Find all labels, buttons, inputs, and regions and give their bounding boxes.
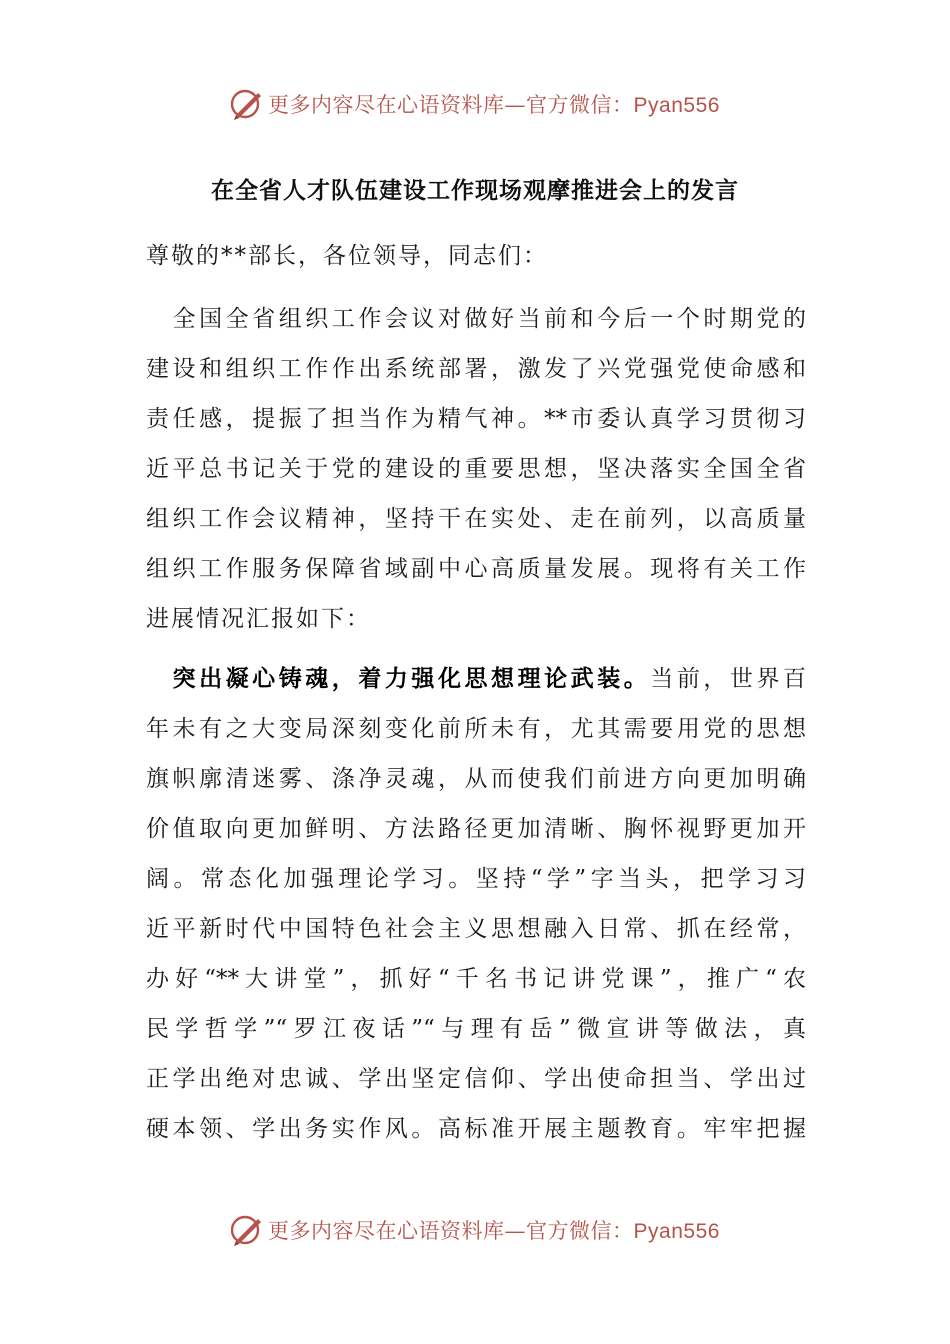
paragraph-line: 正学出绝对忠诚、学出坚定信仰、学出使命担当、学出过 — [146, 1066, 806, 1092]
paragraph-2 — [146, 654, 806, 1154]
paragraph-line: 责任感，提振了担当作为精气神。**市委认真学习贯彻习 — [146, 406, 806, 432]
banner-wechat-id: Pyan556 — [633, 1220, 720, 1243]
paragraph-first-line — [146, 654, 806, 704]
paragraph-1 — [146, 294, 806, 644]
header-banner — [0, 84, 950, 124]
banner-wechat-label: —官方微信： — [504, 1219, 634, 1243]
section-heading: 突出凝心铸魂，着力强化思想理论武装。 — [146, 665, 651, 692]
footer-banner — [0, 1210, 950, 1250]
paragraph-line: 硬本领、学出务实作风。高标准开展主题教育。牢牢把握 — [146, 1116, 806, 1142]
paragraph-line: 民学哲学”“罗江夜话”“与理有岳”微宣讲等做法，真 — [146, 1016, 806, 1042]
banner-text — [268, 1215, 720, 1245]
paragraph-line: 办好“**大讲堂”，抓好“千名书记讲党课”，推广“农 — [146, 966, 806, 992]
paragraph-line: 年未有之大变局深刻变化前所未有，尤其需要用党的思想 — [146, 716, 806, 742]
paragraph-line-rest: 当前，世界百 — [650, 666, 807, 692]
paragraph-line: 全国全省组织工作会议对做好当前和今后一个时期党的 — [146, 306, 806, 332]
paragraph-line: 价值取向更加鲜明、方法路径更加清晰、胸怀视野更加开 — [146, 816, 806, 842]
paragraph-line: 近平总书记关于党的建设的重要思想，坚决落实全国全省 — [146, 456, 806, 482]
banner-main-text: 更多内容尽在心语资料库 — [268, 1219, 505, 1243]
document-title: 在全省人才队伍建设工作现场观摩推进会上的发言 — [211, 177, 739, 204]
banner-text — [268, 89, 720, 119]
banner-main-text: 更多内容尽在心语资料库 — [268, 93, 505, 117]
paragraph-line: 组织工作服务保障省域副中心高质量发展。现将有关工作 — [146, 556, 806, 582]
paragraph-line: 旗帜廓清迷雾、涤净灵魂，从而使我们前进方向更加明确 — [146, 766, 806, 792]
paragraph-line: 近平新时代中国特色社会主义思想融入日常、抓在经常， — [146, 916, 806, 942]
paragraph-line: 建设和组织工作作出系统部署，激发了兴党强党使命感和 — [146, 356, 806, 382]
paragraph-line: 阔。常态化加强理论学习。坚持“学”字当头，把学习习 — [146, 866, 806, 892]
paragraph-line: 进展情况汇报如下： — [146, 606, 371, 632]
pen-logo-icon — [230, 1213, 264, 1247]
banner-wechat-label: —官方微信： — [504, 93, 634, 117]
salutation: 尊敬的**部长，各位领导，同志们： — [146, 243, 548, 269]
pen-logo-icon — [230, 87, 264, 121]
banner-wechat-id: Pyan556 — [633, 94, 720, 117]
paragraph-line: 组织工作会议精神，坚持干在实处、走在前列，以高质量 — [146, 506, 806, 532]
